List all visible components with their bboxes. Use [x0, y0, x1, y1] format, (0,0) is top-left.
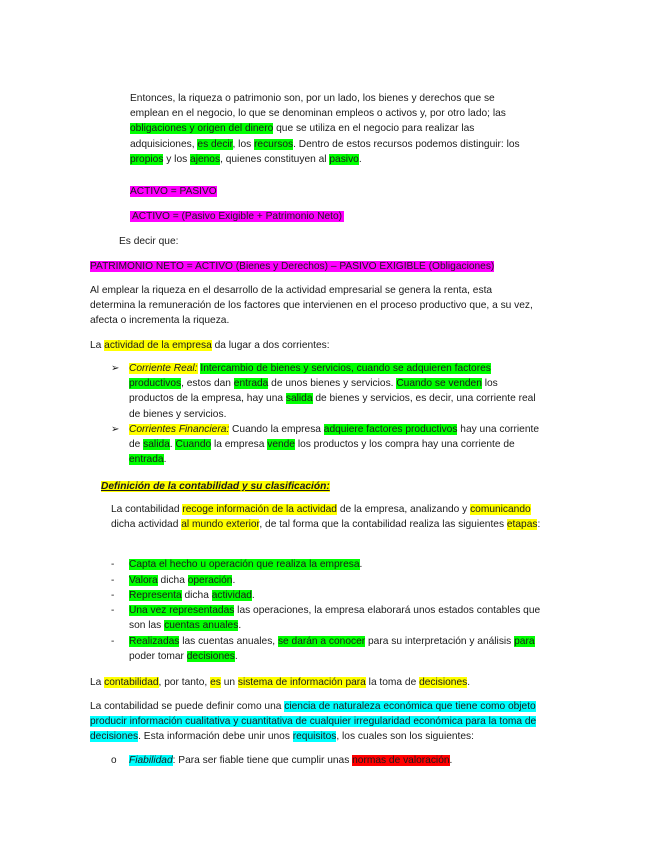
paragraph-corrientes: La actividad de la empresa da lugar a dos corrientes: — [90, 340, 330, 351]
equation-activo-detalle — [130, 209, 344, 224]
intro-text-1: Entonces, la riqueza o patrimonio son, por un lado, los bienes y derechos que se emplean en el negocio, lo que se denominan empleos o activos y, por otro lado; las — [130, 93, 506, 120]
paragraph-sistema-informacion: La contabilidad, por tanto, es un sistema de información para la toma de decisiones. — [90, 677, 471, 688]
arrow-bullet-icon: ➢ — [111, 363, 120, 374]
highlight-propios: propios — [130, 153, 164, 165]
intro-text-5: y los — [163, 153, 191, 165]
highlight-pasivo: pasivo — [329, 153, 359, 165]
circle-bullet-marker: o — [111, 755, 117, 766]
heading-definicion: Definición de la contabilidad y su clasificación: — [101, 481, 330, 492]
equation-2-text: ACTIVO = (Pasivo Exigible + Patrimonio Neto) — [132, 211, 343, 222]
equation-1-text: ACTIVO = PASIVO — [130, 186, 217, 197]
highlight-actividad-empresa: actividad de la empresa — [104, 340, 212, 351]
dash-marker: - — [111, 575, 115, 586]
highlight-es-decir: es decir — [197, 138, 233, 150]
intro-text-6: , quienes constituyen al — [220, 153, 330, 165]
intro-text-2: que se utiliza en el negocio para realizar las adquisiciones, — [130, 123, 475, 150]
highlight-recursos: recursos — [254, 138, 294, 150]
section-heading — [101, 479, 330, 494]
step-item-4: - Una vez representadas las operaciones, la empresa elaborará unos estados contables que son las cuentas anuales. — [111, 605, 541, 632]
step-item-2: - Valora dicha operación. — [111, 573, 541, 588]
list-item-corriente-financiera — [111, 422, 541, 468]
highlight-obligaciones: obligaciones y origen del dinero — [130, 123, 274, 135]
step-item-5: - Realizadas las cuentas anuales, se darán a conocer para su interpretación y análisis para poder tomar decisiones. — [111, 636, 535, 663]
term-corrientes-financiera: Corrientes Financiera: — [129, 424, 230, 435]
list-item-fiabilidad: o Fiabilidad: Para ser fiable tiene que cumplir unas normas de valoración. — [111, 753, 541, 768]
step-item-1: - Capta el hecho u operación que realiza la empresa. — [111, 557, 541, 572]
dash-marker: - — [111, 605, 115, 616]
term-corriente-real: Corriente Real: — [129, 363, 198, 374]
intro-text-3: , los — [232, 138, 255, 150]
paragraph-definicion-ciencia: La contabilidad se puede definir como una ciencia de naturaleza económica que tiene como objeto producir información cualitativa y cuantitativa de cualquier irregularidad económica para la toma de decisiones. Esta información debe unir unos requisitos, los cuales son los siguientes: — [90, 701, 537, 743]
corriente-financiera-text: Corrientes Financiera: Cuando la empresa adquiere factores productivos hay una corriente de salida. Cuando la empresa vende los productos y los compra hay una corriente de entrada. — [129, 424, 540, 466]
intro-text-7: . — [358, 153, 362, 165]
dash-marker: - — [111, 590, 115, 601]
equation-3-text: PATRIMONIO NETO = ACTIVO (Bienes y Derechos) – PASIVO EXIGIBLE (Obligaciones) — [90, 261, 495, 272]
highlight-normas-valoracion: normas de valoración — [352, 755, 450, 766]
arrow-bullet-icon: ➢ — [111, 424, 120, 435]
step-item-3: - Representa dicha actividad. — [111, 588, 541, 603]
term-fiabilidad: Fiabilidad — [129, 755, 173, 766]
equation-patrimonio-neto — [90, 259, 494, 274]
equation-activo-pasivo — [130, 184, 217, 199]
highlight-ajenos: ajenos — [190, 153, 221, 165]
paragraph-renta: Al emplear la riqueza en el desarrollo de la actividad empresarial se genera la renta, esta determina la remuneración de los factores que intervienen en el proceso productivo que, a su vez, afecta o incrementa la riqueza. — [90, 285, 533, 327]
es-decir-label: Es decir que: — [119, 236, 179, 247]
corriente-real-text: Corriente Real: Intercambio de bienes y servicios, cuando se adquieren factores productivos, estos dan entrada de unos bienes y servicios. Cuando se venden los productos de la empresa, hay una salida de bienes y servicios, es decir, una corriente real de bienes y servicios. — [129, 363, 536, 420]
dash-marker: - — [111, 636, 115, 647]
paragraph-contabilidad-recoge: La contabilidad recoge información de la actividad de la empresa, analizando y comunicando dicha actividad al mundo exterior, de tal forma que la contabilidad realiza las siguientes etapas: — [111, 504, 541, 531]
intro-paragraph — [130, 91, 530, 167]
intro-text-4: . Dentro de estos recursos podemos distinguir: los — [293, 138, 520, 150]
list-item-corriente-real — [111, 361, 541, 422]
dash-marker: - — [111, 559, 115, 570]
